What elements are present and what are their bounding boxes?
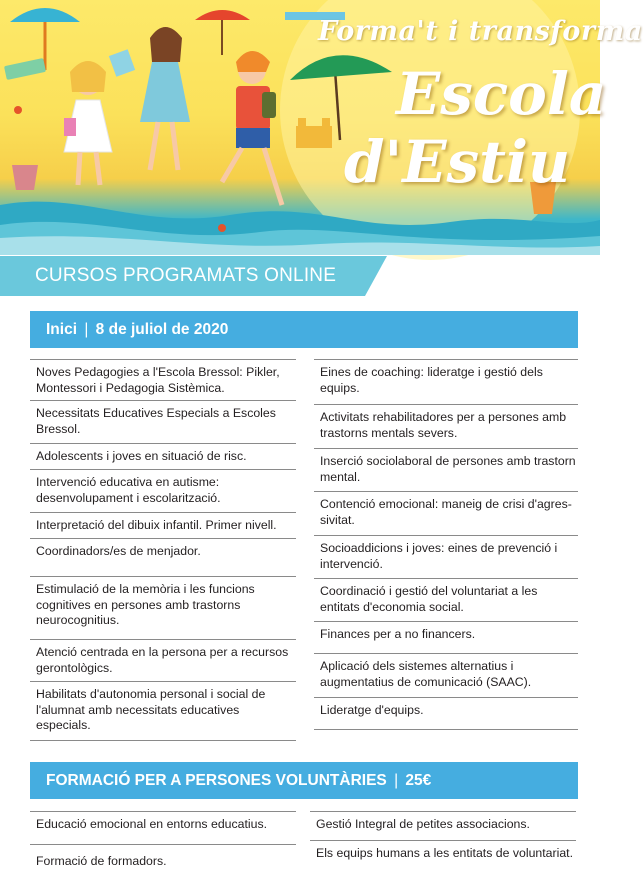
- section-banner: [0, 256, 365, 296]
- start-date-bar: [30, 311, 578, 348]
- hero-banner: [0, 0, 643, 255]
- list-item: Interpretació del dibuix infantil. Primer nivell.: [30, 512, 296, 534]
- list-divider: [314, 729, 578, 730]
- volunteer-bar: [30, 762, 578, 799]
- volunteer-price: 25€: [405, 772, 432, 789]
- start-label: Inici: [46, 321, 78, 338]
- start-separator: |: [84, 321, 89, 338]
- list-item: Educació emocional en entorns educatius.: [30, 811, 296, 833]
- list-item: Formació de formadors.: [30, 844, 296, 870]
- list-item: Atenció centrada en la persona per a recursos gerontològics.: [30, 639, 296, 676]
- list-item: Necessitats Educatives Especials a Escoles Bressol.: [30, 400, 296, 437]
- list-item: Lideratge d'equips.: [314, 697, 578, 719]
- hero-title-line1: Escola: [396, 60, 607, 128]
- volunteer-label: FORMACIÓ PER A PERSONES VOLUNTÀRIES: [46, 772, 387, 789]
- list-item: Coordinació i gestió del voluntariat a les entitats d'economia social.: [314, 578, 578, 615]
- hero-tagline: Forma't i transforma: [318, 16, 643, 47]
- list-item: Intervenció educativa en autisme: desenvolupament i escolarització.: [30, 469, 296, 506]
- list-item: Coordinadors/es de menjador.: [30, 538, 296, 560]
- list-item: Aplicació dels sistemes alternatius i augmentatius de comunicació (SAAC).: [314, 653, 578, 690]
- list-divider: [30, 740, 296, 741]
- list-item: Contenció emocional: maneig de crisi d'agres-sivitat.: [314, 491, 578, 528]
- list-item: Finances per a no financers.: [314, 621, 578, 643]
- list-item: Activitats rehabilitadores per a persones amb trastorns mentals severs.: [314, 404, 578, 441]
- list-item: Socioaddicions i joves: eines de prevenció i intervenció.: [314, 535, 578, 572]
- list-item: Els equips humans a les entitats de voluntariat.: [310, 840, 576, 862]
- list-item: Habilitats d'autonomia personal i social de l'alumnat amb necessitats educatives especials.: [30, 681, 296, 734]
- list-item: Estimulació de la memòria i les funcions cognitives en persones amb trastorns neurocognitius.: [30, 576, 296, 629]
- volunteer-separator: |: [394, 772, 399, 789]
- list-item: Noves Pedagogies a l'Escola Bressol: Pikler, Montessori i Pedagogia Sistèmica.: [30, 359, 296, 396]
- list-item: Inserció sociolaboral de persones amb trastorn mental.: [314, 448, 578, 485]
- hero-title-line2: d'Estiu: [344, 128, 571, 196]
- list-item: Adolescents i joves en situació de risc.: [30, 443, 296, 465]
- list-item: Gestió Integral de petites associacions.: [310, 811, 576, 833]
- list-item: Eines de coaching: lideratge i gestió dels equips.: [314, 359, 578, 396]
- section-title: CURSOS PROGRAMATS ONLINE: [35, 265, 337, 286]
- start-date: 8 de juliol de 2020: [95, 321, 229, 338]
